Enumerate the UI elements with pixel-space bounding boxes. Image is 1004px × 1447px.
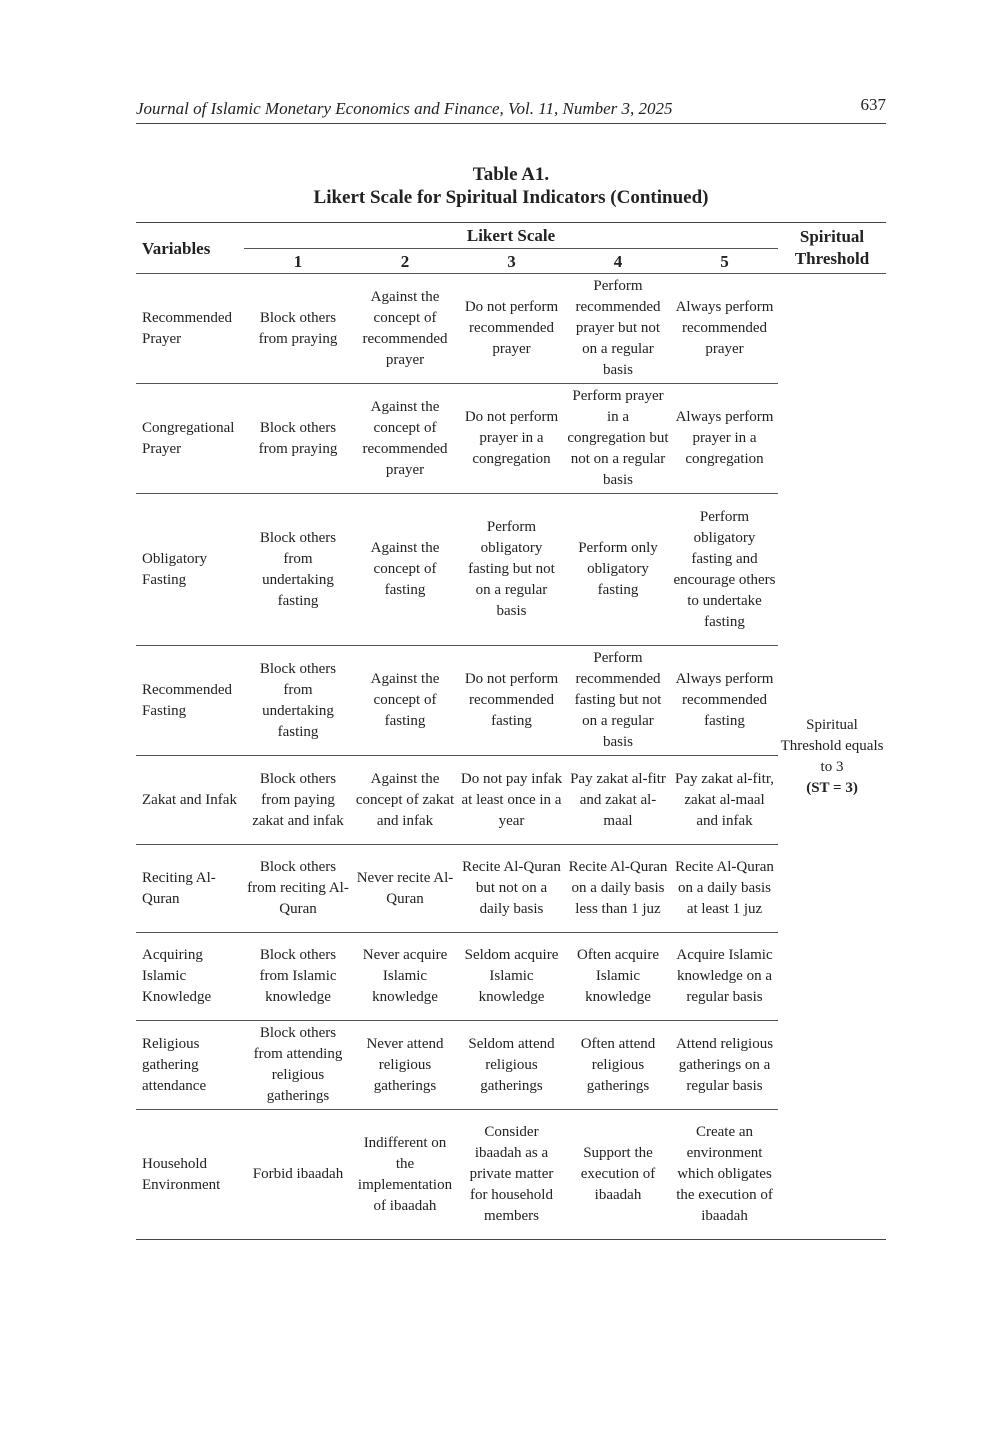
table-row (136, 756, 886, 845)
variable-cell: Household Environment (142, 1155, 221, 1193)
scale-cell: Perform recommended fasting but not on a regular basis (565, 646, 671, 756)
scale-2: 2 (352, 249, 458, 274)
scale-cell: Perform obligatory fasting and encourage others to undertake fasting (671, 494, 778, 646)
threshold-value: (ST = 3) (806, 779, 858, 796)
scale-cell: Never acquire Islamic knowledge (352, 933, 458, 1021)
scale-cell: Do not perform prayer in a congregation (458, 384, 565, 494)
table-number: Table A1. (472, 164, 550, 185)
variable-cell: Zakat and Infak (136, 756, 244, 845)
table-row (136, 646, 886, 756)
table-caption (136, 163, 886, 209)
table-title: Likert Scale for Spiritual Indicators (Continued) (313, 187, 709, 208)
table-row (136, 933, 886, 1021)
scale-cell: Do not perform recommended fasting (458, 646, 565, 756)
scale-cell: Do not perform recommended prayer (458, 274, 565, 384)
scale-cell: Perform recommended prayer but not on a regular basis (565, 274, 671, 384)
scale-cell: Recite Al-Quran but not on a daily basis (458, 845, 565, 933)
scale-cell: Recite Al-Quran on a daily basis less than 1 juz (565, 845, 671, 933)
variable-cell: Acquiring Islamic Knowledge (136, 933, 244, 1021)
scale-cell: Perform obligatory fasting but not on a regular basis (458, 494, 565, 646)
scale-cell: Never attend religious gatherings (352, 1021, 458, 1110)
scale-cell: Create an environment which obligates the execution of ibaadah (676, 1124, 773, 1224)
scale-cell: Against the concept of recommended prayer (352, 274, 458, 384)
scale-cell: Block others from undertaking fasting (244, 494, 352, 646)
scale-cell: Do not pay infak at least once in a year (458, 756, 565, 845)
scale-1: 1 (244, 249, 352, 274)
scale-cell: Block others from Islamic knowledge (244, 933, 352, 1021)
variable-cell: Reciting Al-Quran (136, 845, 244, 933)
scale-cell: Indifferent on the implementation of ibaadah (357, 1134, 453, 1214)
header-spiritual-threshold (778, 223, 886, 274)
variable-cell: Recommended Fasting (136, 646, 244, 756)
table-row (136, 845, 886, 933)
scale-cell: Acquire Islamic knowledge on a regular basis (671, 933, 778, 1021)
table-row (136, 1021, 886, 1110)
scale-cell: Always perform recommended fasting (671, 646, 778, 756)
header-likert-scale: Likert Scale (244, 223, 778, 249)
scale-cell: Often acquire Islamic knowledge (565, 933, 671, 1021)
likert-table (136, 222, 886, 1240)
scale-cell: Block others from praying (244, 384, 352, 494)
scale-cell: Always perform prayer in a congregation (671, 384, 778, 494)
table-row (136, 274, 886, 384)
scale-cell: Perform only obligatory fasting (565, 494, 671, 646)
scale-cell: Forbid ibaadah (252, 1166, 344, 1182)
scale-cell: Pay zakat al-fitr and zakat al-maal (565, 756, 671, 845)
scale-cell: Recite Al-Quran on a daily basis at least 1 juz (671, 845, 778, 933)
scale-cell: Often attend religious gatherings (565, 1021, 671, 1110)
running-header (136, 93, 886, 124)
variable-cell: Obligatory Fasting (136, 494, 244, 646)
scale-cell: Against the concept of recommended prayer (352, 384, 458, 494)
scale-cell: Pay zakat al-fitr, zakat al-maal and infak (671, 756, 778, 845)
scale-cell: Attend religious gatherings on a regular basis (671, 1021, 778, 1110)
table-row (136, 494, 886, 646)
scale-cell: Block others from paying zakat and infak (244, 756, 352, 845)
threshold-text: Spiritual Threshold equals to 3 (780, 716, 884, 775)
scale-cell: Block others from undertaking fasting (244, 646, 352, 756)
scale-cell: Perform prayer in a congregation but not on a regular basis (565, 384, 671, 494)
scale-cell: Consider ibaadah as a private matter for household members (469, 1124, 554, 1224)
variable-cell: Recommended Prayer (136, 274, 244, 384)
header-threshold-line2: Threshold (794, 249, 870, 268)
scale-cell: Seldom acquire Islamic knowledge (458, 933, 565, 1021)
header-threshold-line1: Spiritual (799, 227, 865, 246)
scale-4: 4 (565, 249, 671, 274)
scale-cell: Against the concept of fasting (352, 646, 458, 756)
scale-cell: Never recite Al-Quran (352, 845, 458, 933)
scale-3: 3 (458, 249, 565, 274)
variable-cell: Congregational Prayer (136, 384, 244, 494)
scale-cell: Against the concept of zakat and infak (352, 756, 458, 845)
scale-cell: Block others from praying (244, 274, 352, 384)
scale-cell: Block others from attending religious gatherings (244, 1021, 352, 1110)
variable-cell: Religious gathering attendance (136, 1021, 244, 1110)
page-number: 637 (860, 95, 886, 114)
table-row (136, 384, 886, 494)
scale-cell: Seldom attend religious gatherings (458, 1021, 565, 1110)
scale-5: 5 (671, 249, 778, 274)
header-variables: Variables (136, 223, 244, 274)
threshold-cell (778, 274, 886, 1240)
scale-cell: Support the execution of ibaadah (580, 1145, 656, 1203)
journal-title: Journal of Islamic Monetary Economics and Finance, Vol. 11, Number 3, 2025 (136, 99, 673, 118)
scale-cell: Always perform recommended prayer (671, 274, 778, 384)
scale-cell: Against the concept of fasting (352, 494, 458, 646)
scale-cell: Block others from reciting Al-Quran (244, 845, 352, 933)
table-row (136, 1110, 886, 1240)
